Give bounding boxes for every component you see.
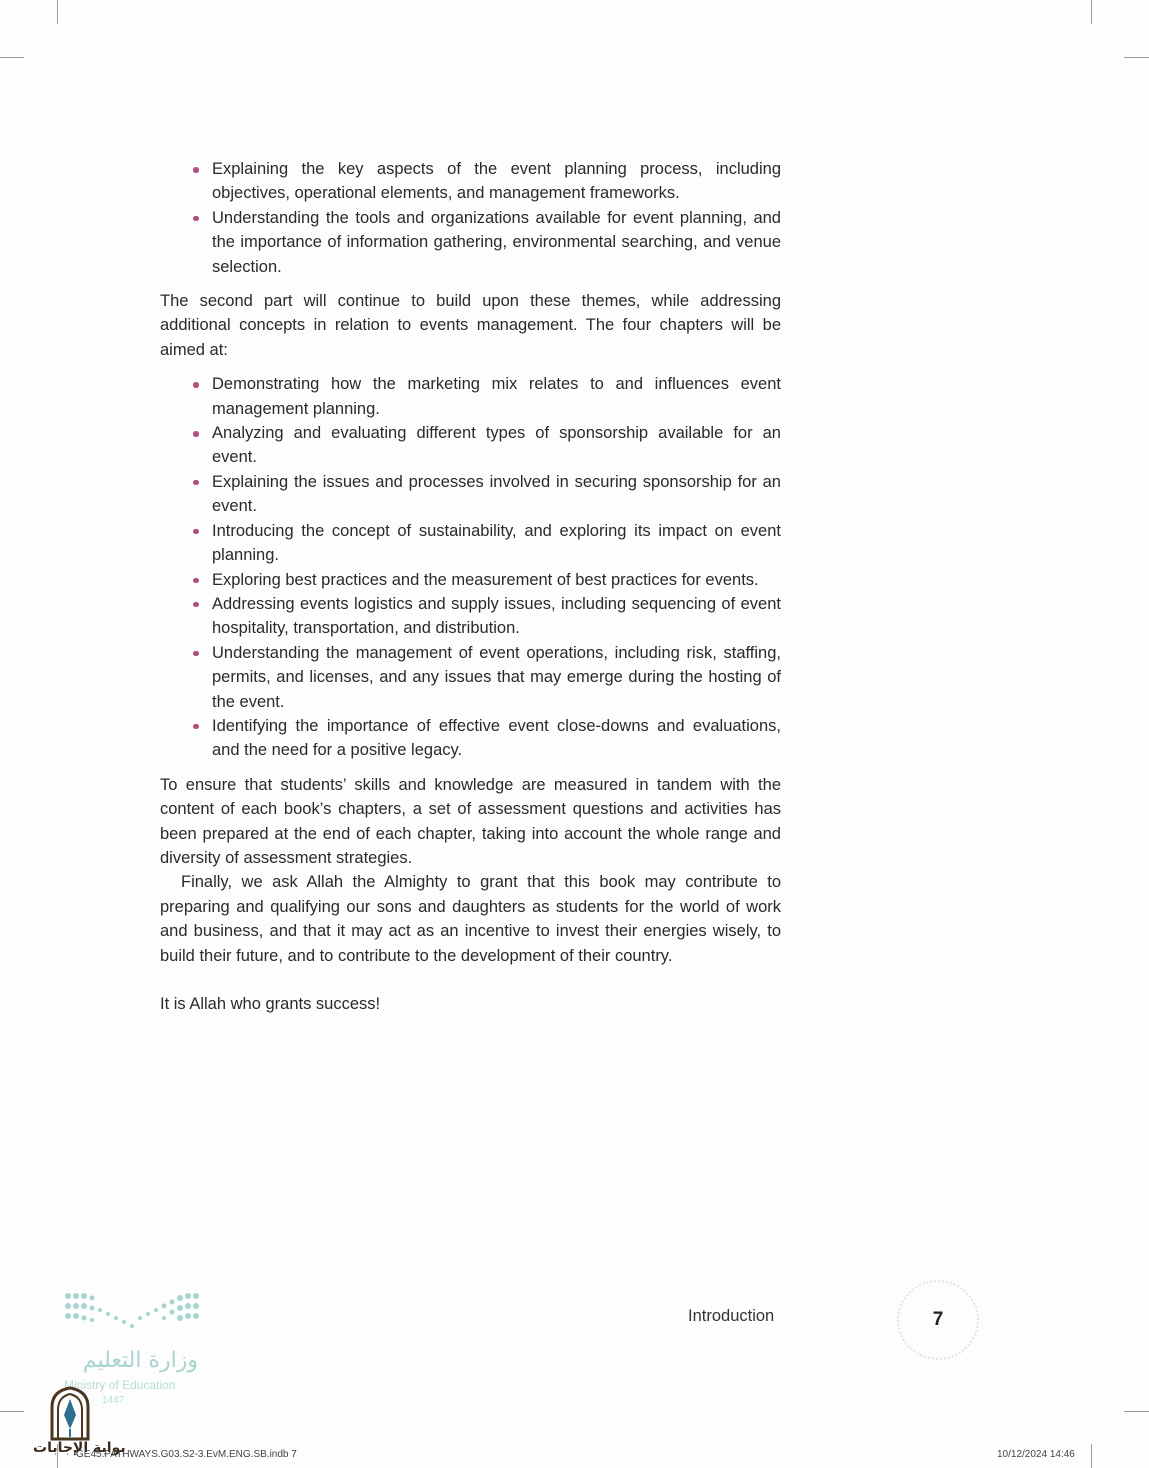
list-item: Introducing the concept of sustainability, and exploring its impact on event planning. [212, 519, 781, 568]
crop-mark-bottom-right [1091, 1444, 1092, 1468]
list-item: Explaining the issues and processes involved in securing sponsorship for an event. [212, 470, 781, 519]
list-item: Understanding the tools and organizations available for event planning, and the importance of information gathering, environmental searching, and venue selection. [212, 206, 781, 279]
list-item: Analyzing and evaluating different types of sponsorship available for an event. [212, 421, 781, 470]
ministry-arabic-name: وزارة التعليم [82, 1348, 198, 1373]
bullet-list-part1 [160, 157, 781, 279]
crop-mark-right-upper [1124, 57, 1149, 58]
list-item: Demonstrating how the marketing mix relates to and influences event management planning. [212, 372, 781, 421]
page-number-badge [897, 1280, 979, 1360]
list-item: Identifying the importance of effective event close-downs and evaluations, and the need for a positive legacy. [212, 714, 781, 763]
list-item: Explaining the key aspects of the event planning process, including objectives, operational elements, and management frameworks. [212, 157, 781, 206]
ministry-english-name: Ministry of Education [64, 1378, 176, 1392]
list-item: Addressing events logistics and supply issues, including sequencing of event hospitality, transportation, and distribution. [212, 592, 781, 641]
paragraph-second-part: The second part will continue to build upon these themes, while addressing additional concepts in relation to events management. The four chapters will be aimed at: [160, 292, 781, 359]
body-text-column [160, 157, 781, 1016]
print-slug-datetime: 10/12/2024 14:46 [997, 1449, 1075, 1460]
bullet-list-part2 [160, 372, 781, 763]
list-item: Understanding the management of event operations, including risk, staffing, permits, and licenses, and any issues that may emerge during the hosting of the event. [212, 641, 781, 714]
print-slug-file: GE45.PATHWAYS.G03.S2-3.EvM.ENG.SB.indb 7 [76, 1449, 297, 1460]
ministry-logo-dots-icon [60, 1288, 205, 1348]
page-number: 7 [932, 1309, 944, 1330]
crop-mark-right-lower [1124, 1411, 1149, 1412]
crop-mark-left-upper [0, 57, 24, 58]
closing-line: It is Allah who grants success! [160, 995, 381, 1013]
crop-mark-left-lower [0, 1411, 24, 1412]
paragraph-finally: Finally, we ask Allah the Almighty to grant that this book may contribute to preparing and qualifying our sons and daughters as students for the world of work and business, and that it may act as an incentive to invest their energies wisely, to build their future, and to contribute to the development of their country. [160, 873, 781, 965]
ministry-year: 1447 [102, 1395, 125, 1406]
crop-mark-top-right [1091, 0, 1092, 24]
paragraph-assessment: To ensure that students’ skills and knowledge are measured in tandem with the content of each book’s chapters, a set of assessment questions and activities has been prepared at the end of each chapter, taking into account the whole range and diversity of assessment strategies. [160, 775, 781, 867]
answers-gate-watermark-text: بوابة الإجابات [33, 1440, 126, 1456]
running-head: Introduction [688, 1307, 775, 1325]
answers-gate-watermark-icon [47, 1385, 93, 1441]
crop-mark-top-left [57, 0, 58, 24]
list-item: Exploring best practices and the measurement of best practices for events. [212, 568, 781, 592]
